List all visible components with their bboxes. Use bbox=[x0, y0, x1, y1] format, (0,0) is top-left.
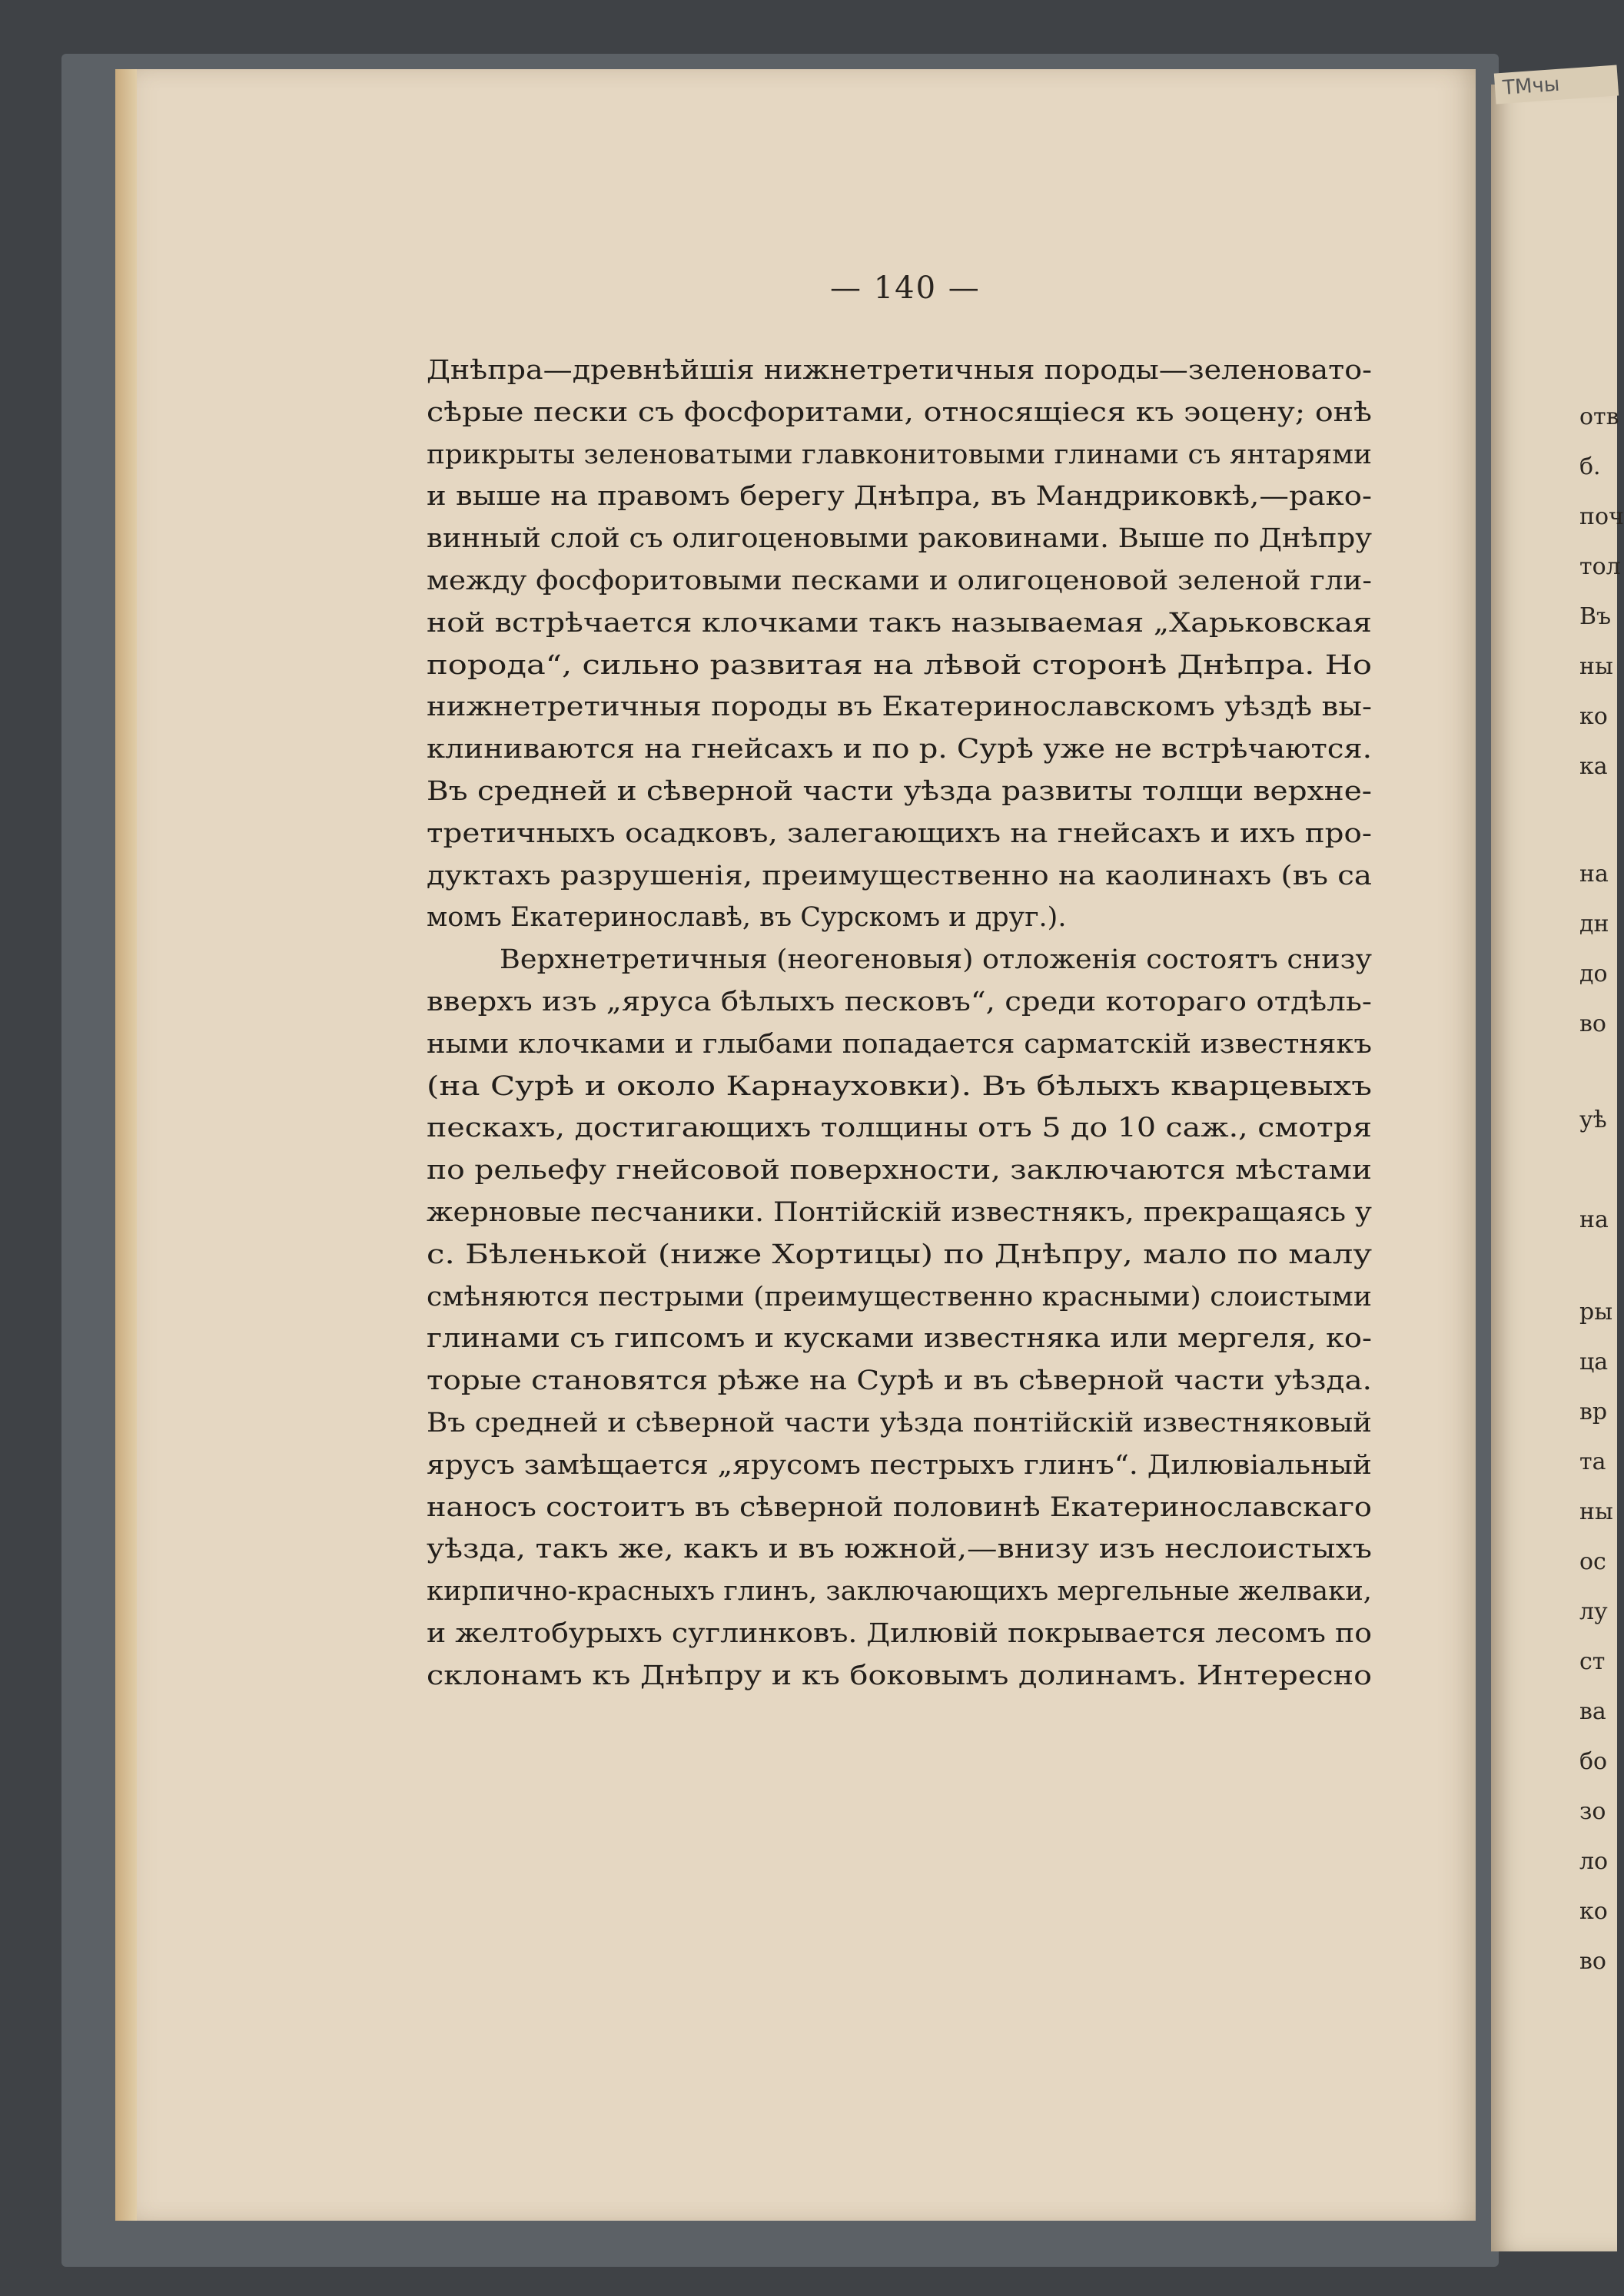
right-page-fragment: ны bbox=[1579, 1498, 1613, 1525]
right-page-fragment: на bbox=[1579, 1206, 1609, 1233]
text-line: Днѣпра—древнѣйшія нижнетретичныя породы—зеленовато- bbox=[427, 355, 1372, 386]
text-line: третичныхъ осадковъ, залегающихъ на гнейсахъ и ихъ про- bbox=[427, 818, 1372, 849]
right-page-fragment: зо bbox=[1579, 1798, 1606, 1825]
right-page-fragment: ко bbox=[1579, 703, 1608, 730]
text-line: и выше на правомъ берегу Днѣпра, въ Мандриковкѣ,—рако- bbox=[427, 481, 1372, 513]
right-page-fragment: ло bbox=[1579, 1848, 1609, 1875]
page-number: — 140 — bbox=[830, 270, 981, 306]
right-page-fragment: тол bbox=[1579, 553, 1621, 580]
right-page-fragment: дн bbox=[1579, 911, 1609, 937]
text-line: смѣняются пестрыми (преимущественно красными) слоистыми bbox=[427, 1281, 1372, 1312]
text-line: дуктахъ разрушенія, преимущественно на каолинахъ (въ са bbox=[427, 860, 1372, 891]
right-page-fragment: уѣ bbox=[1579, 1107, 1607, 1133]
text-line: винный слой съ олигоценовыми раковинами. Выше по Днѣпру bbox=[427, 523, 1372, 555]
right-page-fragment: ос bbox=[1579, 1548, 1606, 1575]
text-line: момъ Екатеринославѣ, въ Сурскомъ и друг.). bbox=[427, 902, 1067, 934]
text-line: Въ средней и сѣверной части уѣзда развиты толщи верхне- bbox=[427, 775, 1372, 807]
text-line: склонамъ къ Днѣпру и къ боковымъ долинамъ. Интересно bbox=[427, 1660, 1373, 1691]
right-page-fragment: вр bbox=[1579, 1399, 1608, 1425]
text-line: торые становятся рѣже на Сурѣ и въ сѣверной части уѣзда. bbox=[427, 1365, 1372, 1397]
text-line: ярусъ замѣщается „ярусомъ пестрыхъ глинъ“. Дилювіальный bbox=[427, 1449, 1372, 1481]
text-line: ными клочками и глыбами попадается сарматскій известнякъ bbox=[427, 1028, 1372, 1060]
right-page-fragment: во bbox=[1579, 1010, 1606, 1037]
right-page-fragment: лу bbox=[1579, 1598, 1608, 1625]
right-page-fragment: отв bbox=[1579, 403, 1619, 430]
right-page-fragment: ст bbox=[1579, 1648, 1606, 1675]
text-line: и желтобурыхъ суглинковъ. Дилювій покрывается лесомъ по bbox=[427, 1617, 1372, 1649]
text-line: кирпично-красныхъ глинъ, заключающихъ мергельные желваки, bbox=[427, 1576, 1372, 1608]
text-line: с. Бѣленькой (ниже Хортицы) по Днѣпру, мало по малу bbox=[427, 1239, 1372, 1270]
right-page-fragment: ка bbox=[1579, 753, 1608, 780]
text-line: Верхнетретичныя (неогеновыя) отложенія состоятъ снизу bbox=[500, 944, 1372, 976]
text-line: наносъ состоитъ въ сѣверной половинѣ Екатеринославскаго bbox=[427, 1491, 1372, 1523]
text-line: глинами съ гипсомъ и кусками известняка или мергеля, ко- bbox=[427, 1323, 1372, 1355]
text-line: жерновые песчаники. Понтійскій известнякъ, прекращаясь у bbox=[427, 1196, 1372, 1228]
right-page-fragment: ко bbox=[1579, 1898, 1608, 1925]
text-line: (на Сурѣ и около Карнауховки). Въ бѣлыхъ кварцевыхъ bbox=[427, 1070, 1372, 1102]
right-page-fragment: во bbox=[1579, 1948, 1606, 1975]
text-line: между фосфоритовыми песками и олигоценовой зеленой гли- bbox=[427, 565, 1372, 596]
text-line: порода“, сильно развитая на лѣвой сторонѣ Днѣпра. Но bbox=[427, 649, 1372, 681]
text-line: сѣрые пески съ фосфоритами, относящіеся къ эоцену; онѣ bbox=[427, 396, 1372, 428]
right-page-fragment: ва bbox=[1579, 1698, 1606, 1725]
right-page-fragment: бо bbox=[1579, 1748, 1608, 1775]
text-line: вверхъ изъ „яруса бѣлыхъ песковъ“, среди котораго отдѣль- bbox=[427, 986, 1372, 1017]
text-line: клиниваются на гнейсахъ и по р. Сурѣ уже не встрѣчаются. bbox=[427, 734, 1372, 765]
right-page-fragment: та bbox=[1579, 1448, 1606, 1475]
body-text bbox=[427, 350, 1372, 1697]
right-page-fragment: на bbox=[1579, 861, 1609, 888]
right-page-fragment: ры bbox=[1579, 1299, 1613, 1326]
right-page-fragment: б. bbox=[1579, 453, 1601, 480]
text-line: Въ средней и сѣверной части уѣзда понтійскій известняковый bbox=[427, 1407, 1373, 1438]
right-page-fragment: ца bbox=[1579, 1349, 1609, 1375]
right-page-fragment: Въ bbox=[1579, 603, 1612, 630]
text-line: уѣзда, такъ же, какъ и въ южной,—внизу изъ неслоистыхъ bbox=[427, 1534, 1372, 1565]
right-page-fragment: до bbox=[1579, 961, 1608, 987]
page-edge bbox=[115, 69, 137, 2221]
text-line: по рельефу гнейсовой поверхности, заключаются мѣстами bbox=[427, 1155, 1372, 1186]
text-line: прикрыты зеленоватыми главконитовыми глинами съ янтарями bbox=[427, 439, 1372, 470]
right-page-fragment: поч bbox=[1579, 503, 1624, 530]
right-page-fragment: ны bbox=[1579, 653, 1613, 680]
library-tab-label: TMчы bbox=[1494, 65, 1619, 104]
text-line: нижнетретичныя породы въ Екатеринославскомъ уѣздѣ вы- bbox=[427, 692, 1372, 723]
text-line: ной встрѣчается клочками такъ называемая „Харьковская bbox=[427, 607, 1372, 639]
text-line: пескахъ, достигающихъ толщины отъ 5 до 10 саж., смотря bbox=[427, 1113, 1372, 1144]
